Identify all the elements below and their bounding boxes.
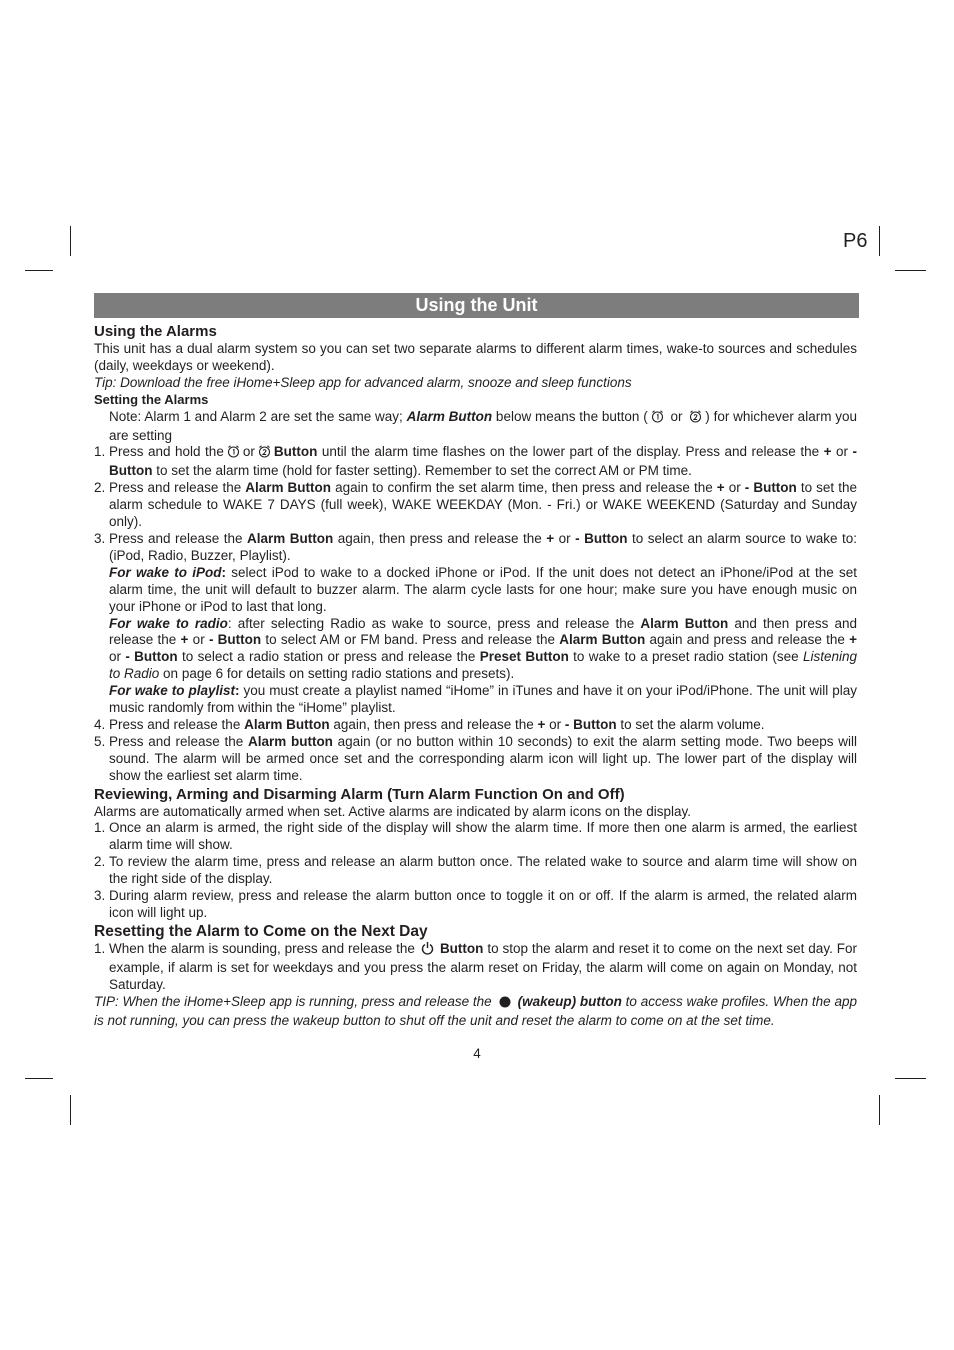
- alarm-2-icon: [258, 444, 271, 463]
- list-item: 1. When the alarm is sounding, press and release the Button to stop the alarm and reset it to come on the next set day. For example, if alarm is set for weekdays and you press the alarm reset on Friday, the alarm will come on again on Monday, not Saturday.: [94, 940, 857, 992]
- alarm-button-note: Note: Alarm 1 and Alarm 2 are set the same way; Alarm Button below means the button ( or ) for whichever alarm you are setting: [109, 408, 857, 443]
- list-item: 2. Press and release the Alarm Button again to confirm the set alarm time, then press and release the + or - Button to set the alarm schedule to WAKE 7 DAYS (full week), WAKE WEEKDAY (Mon. - Fri.) or WAKE WEEKEND (Saturday and Sunday only).: [94, 480, 857, 530]
- wake-to-playlist-paragraph: For wake to playlist: you must create a playlist named “iHome” in iTunes and have it on your iPod/iPhone. The unit will play music randomly from within the “iHome” playlist.: [109, 683, 857, 716]
- document-body: [94, 322, 857, 1029]
- crop-mark: [879, 226, 880, 256]
- wakeup-tip: TIP: When the iHome+Sleep app is running, press and release the (wakeup) button to access wake profiles. When the app is not running, you can press the wakeup button to shut off the unit and reset the alarm to come on at the set time.: [94, 993, 857, 1028]
- list-item: 1. Press and hold the or Button until the alarm time flashes on the lower part of the display. Press and release the + or - Button to set the alarm time (hold for faster setting). Remember to set the correct AM or PM time.: [94, 444, 857, 479]
- app-tip: Tip: Download the free iHome+Sleep app for advanced alarm, snooze and sleep functions: [94, 374, 632, 390]
- crop-mark: [70, 226, 71, 256]
- crop-mark: [25, 1078, 53, 1079]
- wake-to-radio-paragraph: For wake to radio: after selecting Radio as wake to source, press and release the Alarm Button and then press and release the + or - Button to select AM or FM band. Press and release the Alarm Button again and press and release the + or - Button to select a radio station or press and release the Preset Button to wake to a preset radio station (see Listening to Radio on page 6 for details on setting radio stations and presets).: [109, 615, 858, 682]
- list-item: 4. Press and release the Alarm Button again, then press and release the + or - Button to set the alarm volume.: [94, 716, 765, 732]
- intro-paragraph: This unit has a dual alarm system so you can set two separate alarms to different alarm times, wake-to sources and schedules (daily, weekdays or weekend).: [94, 341, 857, 373]
- resetting-alarm-heading: Resetting the Alarm to Come on the Next Day: [94, 922, 428, 940]
- using-alarms-heading: Using the Alarms: [94, 323, 217, 340]
- list-item: 3. Press and release the Alarm Button again, then press and release the + or - Button to select an alarm source to wake to: (iPod, Radio, Buzzer, Playlist).: [94, 530, 857, 563]
- setting-alarms-heading: Setting the Alarms: [94, 391, 209, 407]
- crop-mark: [25, 270, 53, 271]
- crop-mark: [879, 1095, 880, 1125]
- list-item: 5. Press and release the Alarm button again (or no button within 10 seconds) to exit the alarm setting mode. Two beeps will sound. The alarm will be armed once set and the corresponding alarm icon will light up. The lower part of the display will show the earliest set alarm time.: [94, 733, 857, 783]
- wakeup-button-icon: [499, 996, 511, 1013]
- power-icon: [421, 941, 434, 960]
- page-label: P6: [843, 230, 868, 252]
- page-number: 4: [473, 1046, 481, 1061]
- list-item: 2. To review the alarm time, press and release an alarm button once. The related wake to source and alarm time will show on the right side of the display.: [94, 854, 857, 887]
- reviewing-alarm-heading: Reviewing, Arming and Disarming Alarm (Turn Alarm Function On and Off): [94, 785, 625, 803]
- crop-mark: [895, 1078, 926, 1079]
- alarm-1-icon: [651, 409, 664, 428]
- crop-mark: [895, 270, 926, 271]
- wake-to-ipod-paragraph: For wake to iPod: select iPod to wake to a docked iPhone or iPod. If the unit does not detect an iPhone/iPod at the set alarm time, the unit will default to buzzer alarm. The alarm cycle lasts for one hour; make sure you have enough music on your iPhone or iPod to last that long.: [109, 564, 857, 614]
- crop-mark: [70, 1095, 71, 1125]
- section-title: Using the Unit: [94, 293, 859, 318]
- list-item: 3. During alarm review, press and release the alarm button once to toggle it on or off. If the alarm is armed, the related alarm icon will light up.: [94, 888, 857, 920]
- alarm-2-icon: [689, 409, 702, 428]
- alarm-1-icon: [227, 444, 240, 463]
- list-item: 1. Once an alarm is armed, the right side of the display will show the alarm time. If more then one alarm is armed, the earliest alarm time will show.: [94, 820, 857, 853]
- review-intro: Alarms are automatically armed when set. Active alarms are indicated by alarm icons on the display.: [94, 803, 692, 819]
